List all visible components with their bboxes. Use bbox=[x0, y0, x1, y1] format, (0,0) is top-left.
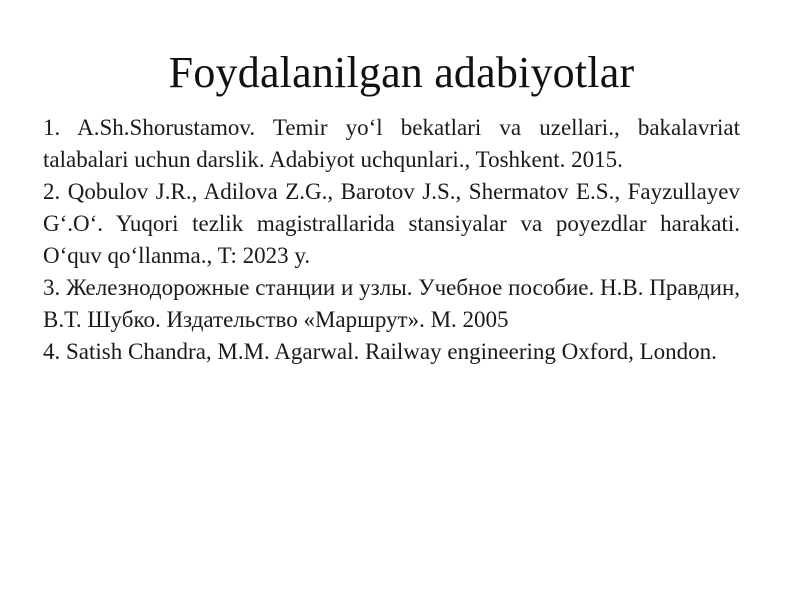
reference-text: Железнодорожные станции и узлы. Учебное пособие. Н.В. Правдин, В.Т. Шубко. Издательство «Маршрут». М. 2005 bbox=[43, 275, 741, 332]
reference-text: A.Sh.Shorustamov. Temir yo‘l bekatlari va uzellari., bakalavriat talabalari uchun darslik. Adabiyot uchqunlari., Toshkent. 2015. bbox=[43, 115, 740, 172]
reference-number: 3. bbox=[43, 275, 61, 300]
reference-number: 1. bbox=[43, 115, 61, 140]
references-list bbox=[43, 112, 740, 368]
reference-text: Satish Chandra, M.M. Agarwal. Railway engineering Oxford, London. bbox=[66, 339, 717, 364]
reference-item bbox=[43, 112, 740, 176]
reference-item bbox=[43, 176, 740, 272]
reference-number: 4. bbox=[43, 339, 61, 364]
reference-item bbox=[43, 336, 740, 368]
reference-item bbox=[43, 272, 740, 336]
reference-number: 2. bbox=[43, 179, 61, 204]
reference-text: Qobulov J.R., Adilova Z.G., Barotov J.S., Shermatov E.S., Fayzullayev G‘.O‘. Yuqori tezlik magistrallarida stansiyalar va poyezdlar harakati. O‘quv qo‘llanma., T: 2023 y. bbox=[43, 179, 741, 268]
slide-title: Foydalanilgan adabiyotlar bbox=[168, 48, 635, 97]
